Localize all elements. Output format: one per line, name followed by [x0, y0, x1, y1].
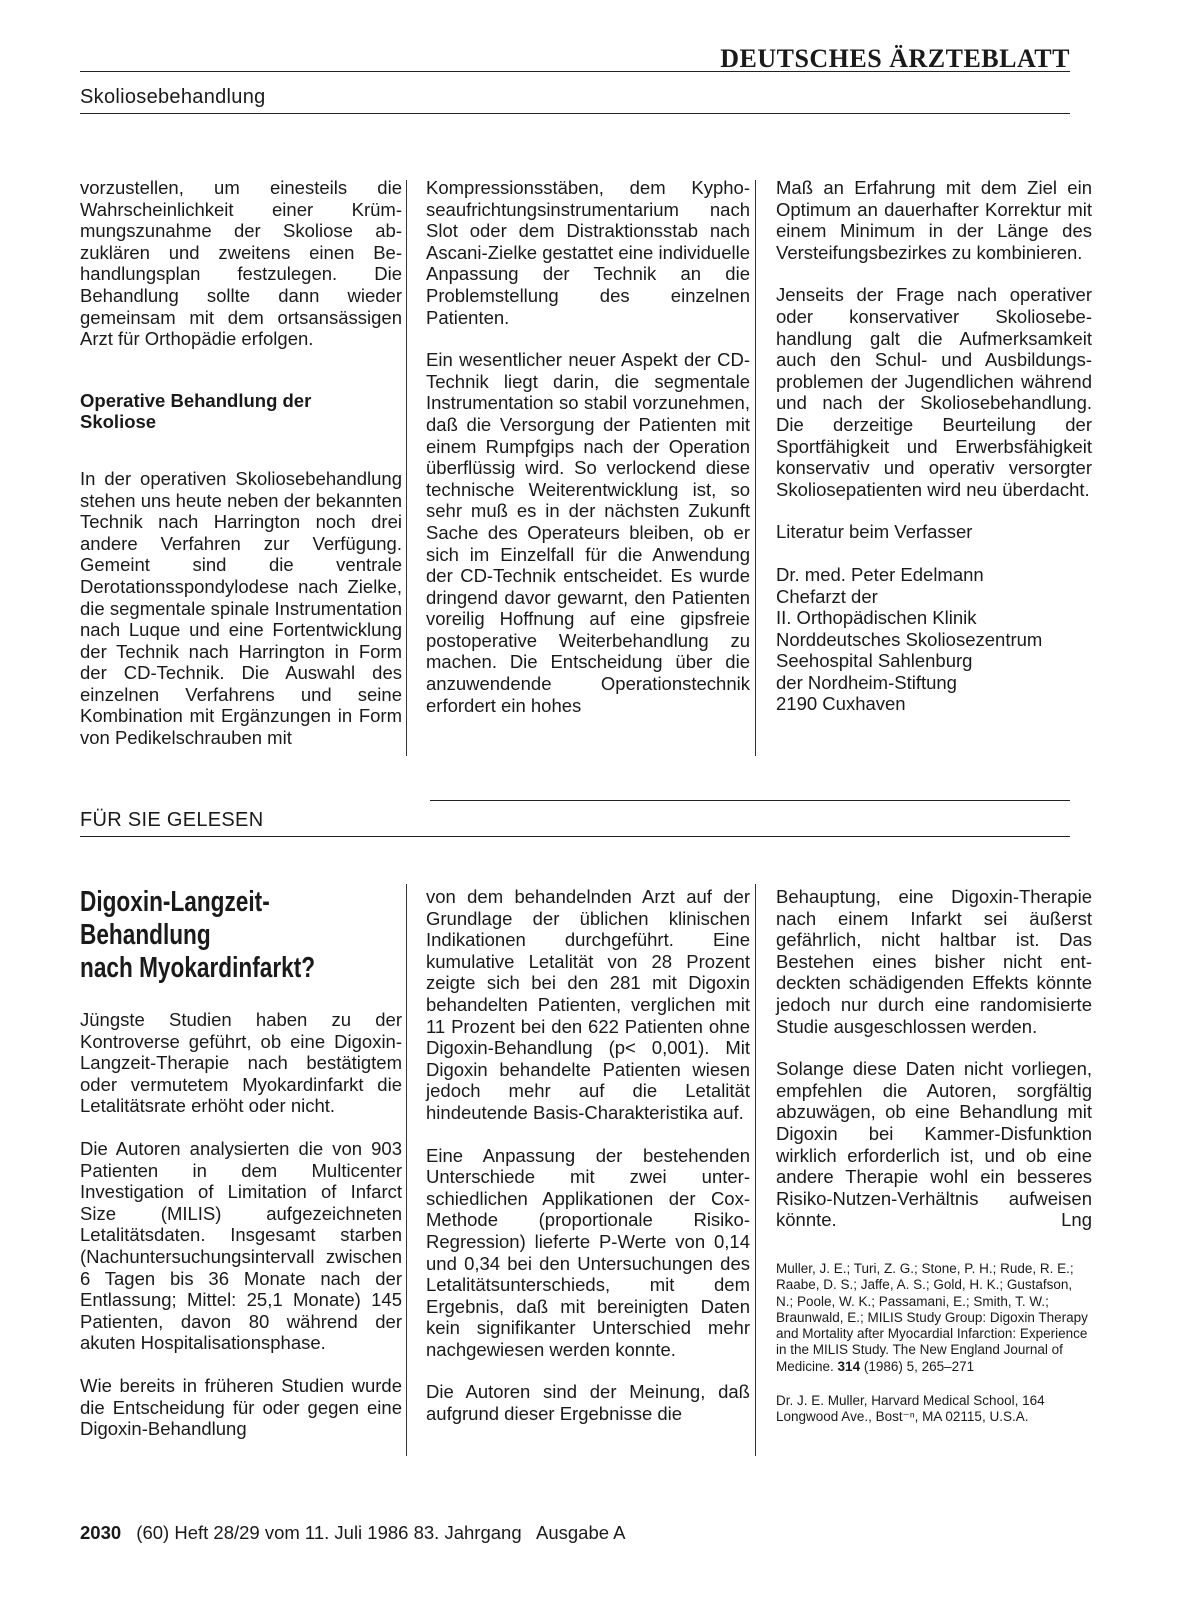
- article2-column-2: [426, 886, 750, 1446]
- author-address: [776, 564, 1092, 715]
- author-line: der Nordheim-Stiftung: [776, 671, 957, 693]
- paragraph: In der operativen Skoliosebehandlung stehen uns heute neben der bekannten Technik nach Harrington noch drei andere Verfahren zur Verfügung. Gemeint sind die ventrale Derotationsspondylodese nach Zielke, die segmentale spinale Instrumentation nach Luque und eine Fortentwicklung der Technik nach Harrington in Form der CD-Technik. Die Auswahl des einzelnen Verfahrens und seine Kombination mit Ergänzungen in Form von Pedikelschrauben mit: [80, 467, 402, 749]
- headline-line: Digoxin-Langzeit-: [80, 886, 270, 918]
- reference-text: Muller, J. E.; Turi, Z. G.; Stone, P. H.; Rude, R. E.; Raabe, D. S.; Jaffe, A. S.; Gold, H. K.; Gustafson, N.; Poole, W. K.; Passamani, E.; Smith, T. W.; Braunwald, E.; MILIS Study Group: Digoxin Therapy and Mortality after Myocardial Infarction: Experience in the MILIS Study. The New England Journal of Medicine.: [776, 1260, 1088, 1374]
- section-rule: [80, 836, 1070, 837]
- author-line: Norddeutsches Skoliosezentrum: [776, 628, 1043, 650]
- article1-column-1: [80, 177, 402, 770]
- article2-column-3: [776, 886, 1092, 1444]
- reference: [776, 1261, 1092, 1375]
- literatur-note: Literatur beim Verfasser: [776, 521, 973, 543]
- paragraph: Die Autoren sind der Meinung, daß aufgrund dieser Ergebnisse die: [426, 1381, 750, 1425]
- issue-info: (60) Heft 28/29 vom 11. Juli 1986 83. Jahrgang Ausgabe A: [136, 1522, 626, 1543]
- author-line: 2190 Cuxhaven: [776, 693, 906, 715]
- author-line: II. Orthopädischen Klinik: [776, 607, 977, 629]
- section-title: Skoliosebehandlung: [80, 86, 266, 108]
- article1-column-3: [776, 177, 1092, 715]
- section-rule: [430, 800, 1070, 801]
- author-line: Seehospital Sahlenburg: [776, 650, 973, 672]
- author-signature: Lng: [1061, 1209, 1092, 1231]
- masthead-rule: [80, 71, 1070, 72]
- column-divider: [755, 180, 756, 756]
- column-divider: [406, 884, 407, 1456]
- paragraph: Eine Anpassung der bestehenden Unterschiede mit zwei unterschiedlichen Applikationen der Cox-Methode (proportionale Risiko-Regression) lieferte P-Werte von 0,14 und 0,34 bei den Untersuchungen des Letalitätsunterschieds, mit dem Ergebnis, daß mit bereinigten Daten kein signifikanter Unterschied mehr nachgewiesen werden konnte.: [426, 1144, 750, 1360]
- paragraph: [776, 1058, 1092, 1231]
- masthead: DEUTSCHES ÄRZTEBLATT: [720, 44, 1070, 73]
- author-line: Dr. med. Peter Edelmann: [776, 563, 984, 585]
- section-rule: [80, 113, 1070, 114]
- reference-pages: (1986) 5, 265–271: [863, 1358, 975, 1374]
- article-headline: [80, 886, 400, 985]
- reference-volume: 314: [837, 1358, 861, 1374]
- paragraph: Wie bereits in früheren Studien wurde die Entscheidung für oder gegen eine Digoxin-Behandlung: [80, 1374, 402, 1440]
- column-divider: [406, 180, 407, 756]
- headline-line: Behandlung: [80, 919, 211, 951]
- article2-column-1: [80, 886, 402, 1461]
- paragraph-text: Solange diese Daten nicht vorliegen, empfehlen die Autoren, sorgfältig abzuwägen, ob eine Behandlung mit Digoxin bei Kammer-Disfunktion wirklich erforderlich ist, und ob eine andere Therapie wohl ein besseres Risiko-Nutzen-Verhältnis aufweisen könnte.: [776, 1058, 1092, 1231]
- paragraph: vorzustellen, um einesteils die Wahrscheinlichkeit einer Krümmungszunahme der Skoliose abzuklären und zweitens einen Behandlungsplan festzulegen. Die Behandlung sollte dann wieder gemeinsam mit dem ortsansässigen Arzt für Orthopädie erfolgen.: [80, 177, 402, 350]
- section-label: FÜR SIE GELESEN: [80, 809, 264, 831]
- paragraph: Ein wesentlicher neuer Aspekt der CD-Technik liegt darin, die segmentale Instrumentation so stabil vorzunehmen, daß die Versorgung der Patienten mit einem Rumpfgips nach der Operation überflüssig wird. So verlockend diese technische Weiterentwicklung ist, so sehr muß es in der nächsten Zukunft Sache des Operateurs bleiben, ob er sich im Einzelfall für die Anwendung der CD-Technik entscheidet. Es wurde dringend davor gewarnt, den Patienten voreilig Hoffnung auf eine gipsfreie postoperative Weiterbehandlung zu machen. Die Entscheidung über die anzuwendende Operationstechnik erfordert ein hohes: [426, 349, 750, 716]
- correspondence-address: Dr. J. E. Muller, Harvard Medical School, 164 Longwood Ave., Bost⁻ⁿ, MA 02115, U.S.A.: [776, 1392, 1045, 1425]
- page-footer: [80, 1522, 626, 1544]
- headline-line: nach Myokardinfarkt?: [80, 952, 316, 984]
- paragraph: Jüngste Studien haben zu der Kontroverse geführt, ob eine Digoxin-Langzeit-Therapie nach bestätigtem oder vermutetem Myokardinfarkt die Letalitätsrate erhöht oder nicht.: [80, 1009, 402, 1117]
- paragraph: Behauptung, eine Digoxin-Therapie nach einem Infarkt sei äußerst gefährlich, nicht haltbar ist. Das Bestehen eines bisher nicht entdeckten schädigenden Effekts könnte jedoch nur durch eine randomisierte Studie ausgeschlossen werden.: [776, 886, 1092, 1037]
- article1-column-2: [426, 177, 750, 737]
- paragraph: von dem behandelnden Arzt auf der Grundlage der üblichen klinischen Indikationen durchgeführt. Eine kumulative Letalität von 28 Prozent zeigte sich bei den 281 mit Digoxin behandelten Patienten, verglichen mit 11 Prozent bei den 622 Patienten ohne Digoxin-Behandlung (p< 0,001). Mit Digoxin behandelte Patienten wiesen jedoch mehr auf die Letalität hindeutende Basis-Charakteristika auf.: [426, 886, 750, 1123]
- column-divider: [755, 884, 756, 1456]
- paragraph: Jenseits der Frage nach operativer oder konservativer Skoliosebehandlung galt die Aufmerksamkeit auch den Schul- und Ausbildungsproblemen der Jugendlichen während und nach der Skoliosebehandlung. Die derzeitige Beurteilung der Sportfähigkeit und Erwerbsfähigkeit konservativ und operativ versorgter Skoliosepatienten wird neu überdacht.: [776, 284, 1092, 500]
- page-number: 2030: [80, 1522, 122, 1543]
- paragraph: Maß an Erfahrung mit dem Ziel ein Optimum an dauerhafter Korrektur mit einem Minimum in der Länge des Versteifungsbezirkes zu kombinieren.: [776, 177, 1092, 263]
- subheading: Operative Behandlung der Skoliose: [80, 389, 312, 433]
- paragraph: Kompressionsstäben, dem Kyphoseaufrichtungsinstrumentarium nach Slot oder dem Distraktionsstab nach Ascani-Zielke gestattet eine individuelle Anpassung der Technik an die Problemstellung des einzelnen Patienten.: [426, 177, 750, 328]
- paragraph: Die Autoren analysierten die von 903 Patienten in dem Multicenter Investigation of Limitation of Infarct Size (MILIS) aufgezeichneten Letalitätsdaten. Insgesamt starben (Nachuntersuchungsintervall zwischen 6 Tagen bis 36 Monate nach der Entlassung; Mittel: 25,1 Monate) 145 Patienten, davon 80 während der akuten Hospitalisationsphase.: [80, 1137, 402, 1354]
- author-line: Chefarzt der: [776, 585, 878, 607]
